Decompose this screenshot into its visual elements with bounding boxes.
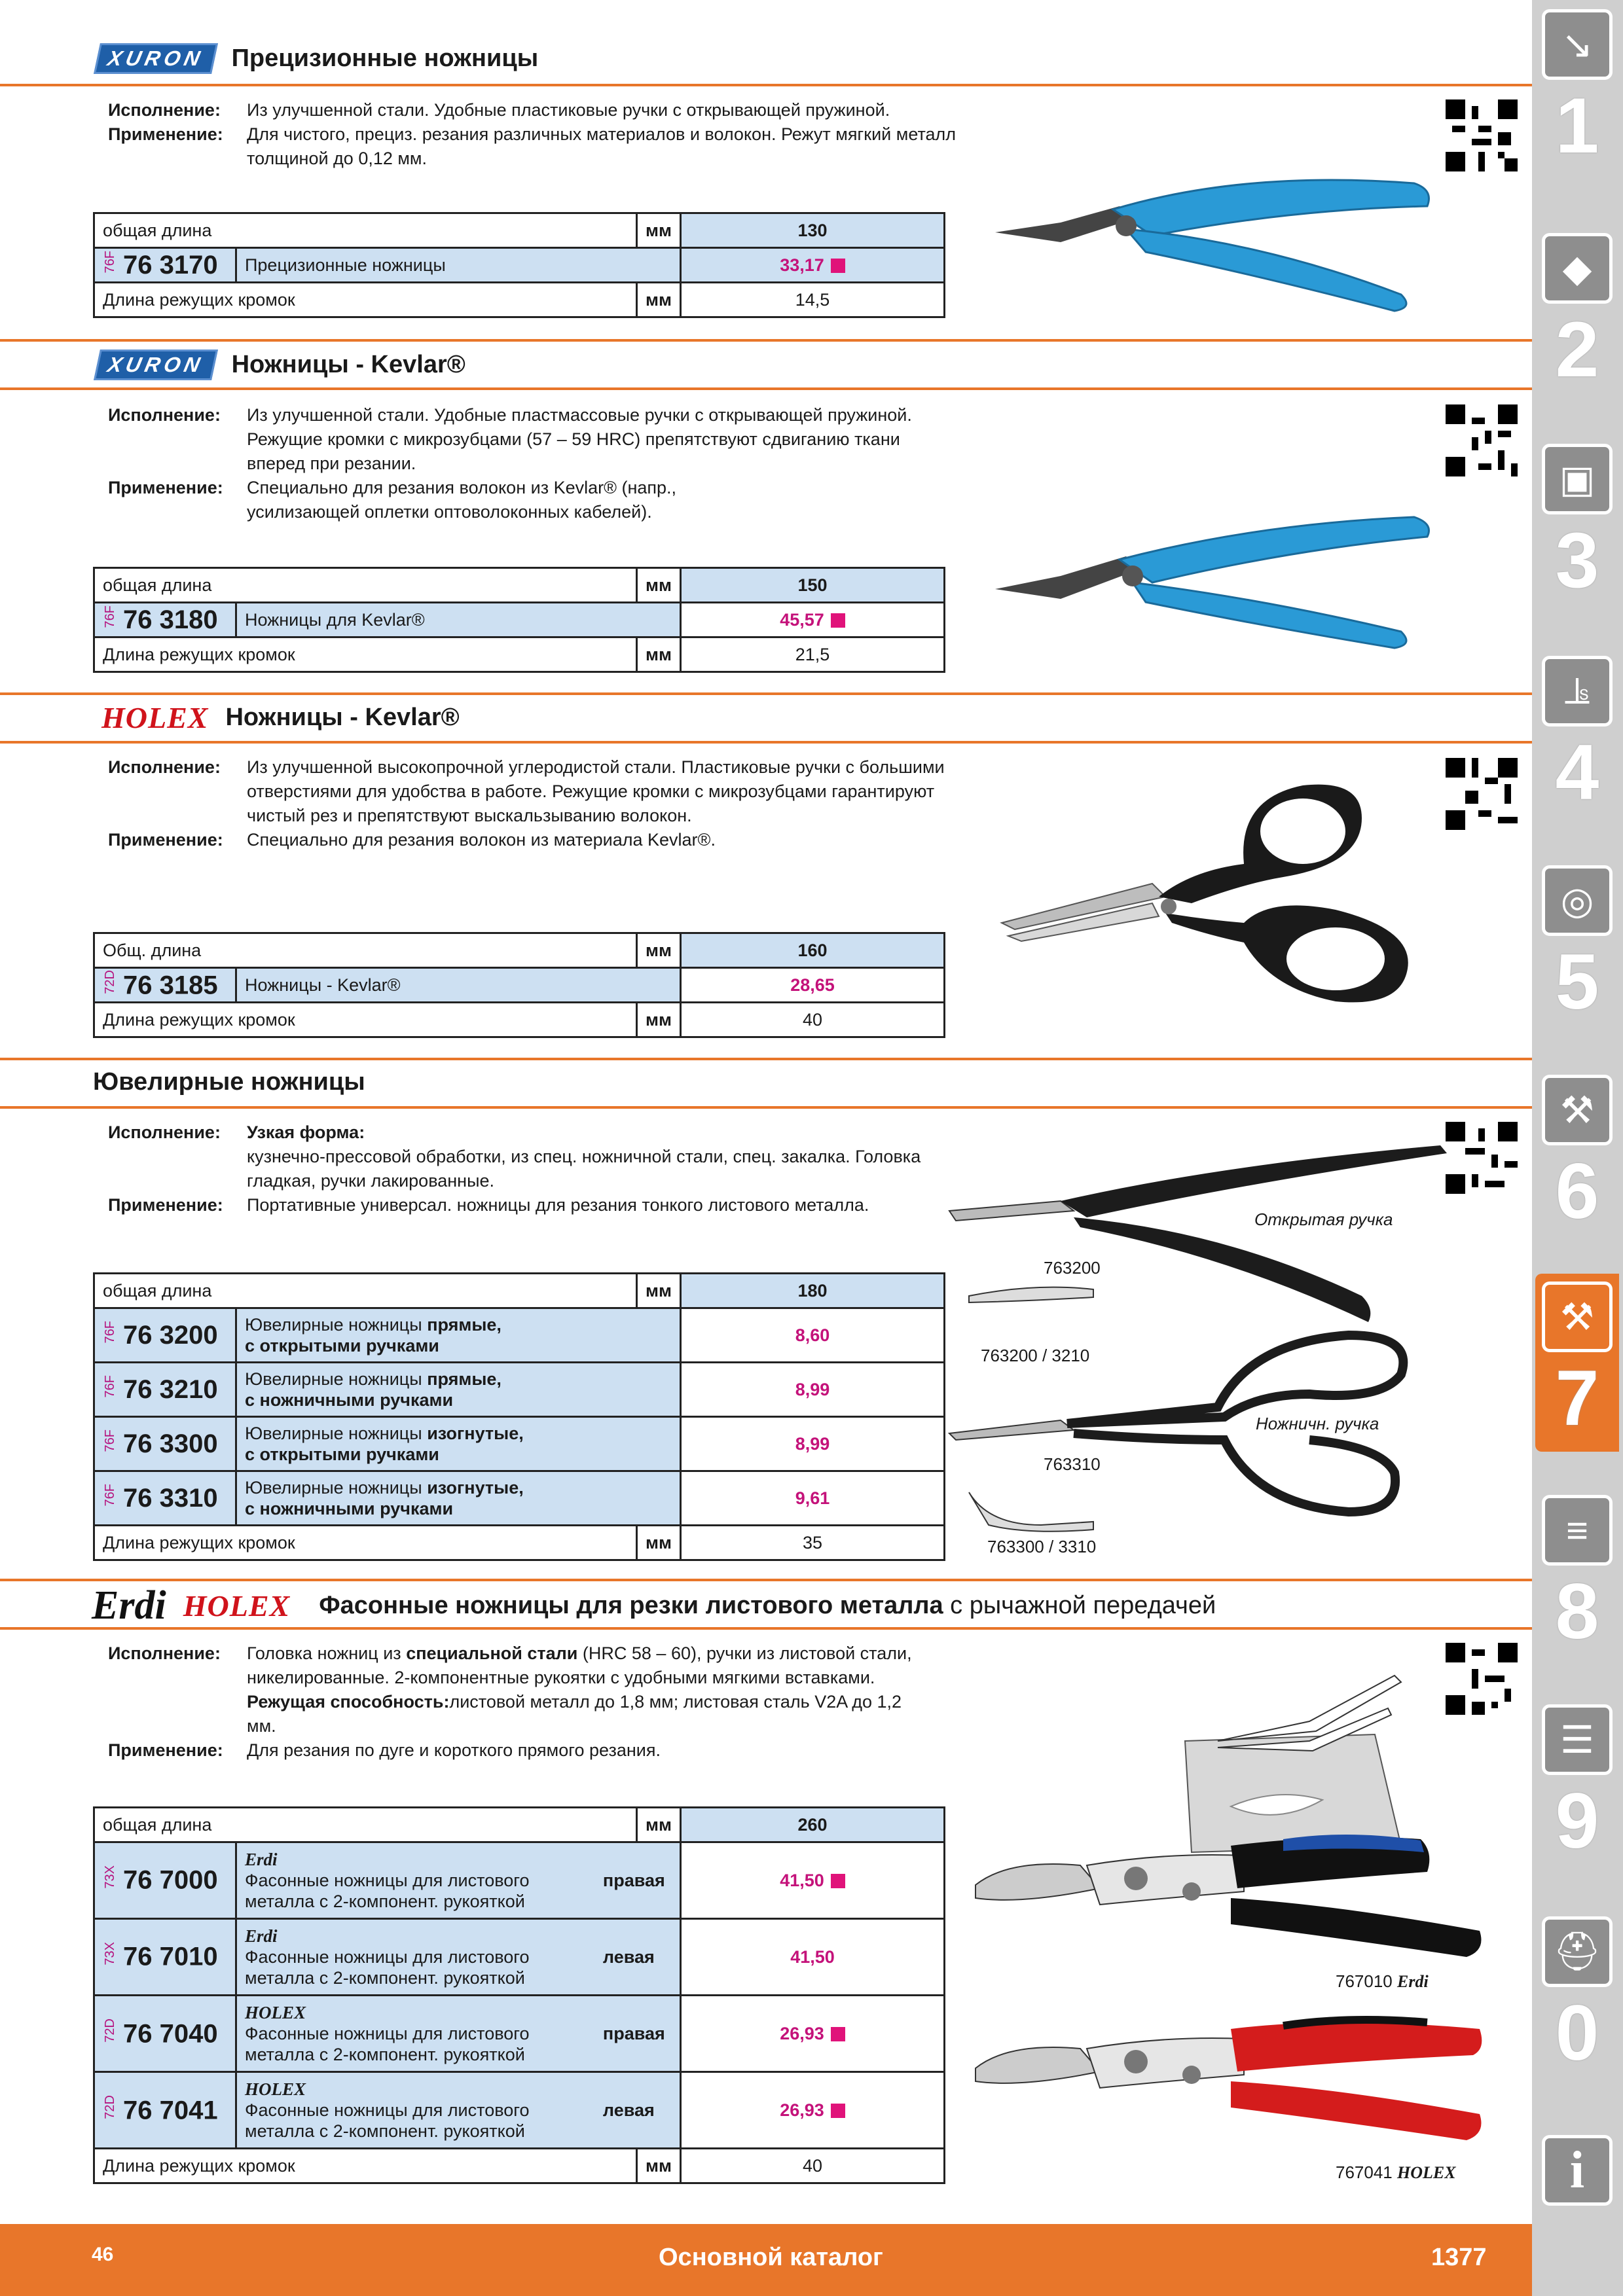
chapter-tab-5[interactable]	[1535, 865, 1619, 1028]
product-name	[236, 1471, 681, 1526]
application-text: Для резания по дуге и короткого прямого резания.	[247, 1740, 661, 1760]
application-text: Для чистого, прециз. резания различных материалов и волокон. Режут мягкий металл толщиной до 0,12 мм.	[247, 124, 957, 168]
side: правая	[595, 1842, 681, 1919]
section-title: Ножницы - Kevlar®	[231, 351, 465, 378]
xuron-logo: XURON	[94, 43, 218, 74]
caption-article-number: 767041	[1336, 2162, 1393, 2182]
price: 9,61	[795, 1488, 830, 1508]
group-code: 76F	[103, 1484, 117, 1507]
brand-mark: HOLEX	[245, 2003, 306, 2022]
section-divider	[0, 84, 1532, 86]
name-bold: изогнутые,	[427, 1424, 524, 1443]
chapter-number: 0	[1555, 1989, 1599, 2077]
product-name: Ножницы для Kevlar®	[236, 603, 681, 637]
edge-length-value: 40	[681, 1003, 945, 1037]
application-label: Применение:	[108, 478, 223, 497]
price: 41,50	[780, 1870, 824, 1890]
chapter-tab-7[interactable]	[1535, 1274, 1619, 1452]
table-row	[94, 603, 945, 637]
name-bold: с открытыми ручками	[245, 1336, 439, 1355]
edge-length-unit: мм	[637, 1526, 681, 1560]
execution-label: Исполнение:	[108, 757, 221, 777]
table-row	[94, 1308, 945, 1363]
name-line: металла с 2-компонент. рукояткой	[245, 2121, 525, 2141]
spec-table	[93, 212, 945, 318]
group-code: 72D	[103, 2094, 117, 2119]
caption-article	[1336, 1971, 1429, 1992]
length-unit: мм	[637, 1808, 681, 1842]
footer-title: Основной каталог	[659, 2244, 883, 2271]
price: 26,93	[780, 2023, 824, 2043]
product-description	[108, 755, 1046, 852]
caption-open-handle: Открытая ручка	[1254, 1210, 1393, 1229]
holex-logo: HOLEX	[101, 701, 209, 734]
footer-right-page: 1377	[1431, 2244, 1487, 2271]
article-number: 76 3170	[123, 250, 218, 279]
chuck-icon: ▣	[1542, 444, 1613, 514]
length-label: Общ. длина	[94, 933, 637, 968]
side: левая	[595, 1919, 681, 1996]
price: 45,57	[780, 609, 824, 630]
length-label: общая длина	[94, 568, 637, 603]
section-divider	[0, 387, 1532, 390]
chapter-number: 9	[1555, 1777, 1599, 1865]
section-divider	[0, 692, 1532, 695]
price: 8,60	[795, 1325, 830, 1345]
section-header	[97, 43, 538, 74]
length-unit: мм	[637, 213, 681, 248]
section-title-suffix: с рычажной передачей	[943, 1592, 1216, 1619]
product-name	[236, 1996, 595, 2072]
length-value: 160	[681, 933, 945, 968]
product-name	[236, 2072, 595, 2149]
table-row	[94, 1471, 945, 1526]
price: 41,50	[790, 1946, 835, 1967]
product-description	[108, 1641, 1046, 1763]
chapter-number: 8	[1555, 1568, 1599, 1655]
length-label: общая длина	[94, 1274, 637, 1308]
price: 26,93	[780, 2100, 824, 2120]
group-code: 76F	[103, 1375, 117, 1398]
execution-text: Из улучшенной высокопрочной углеродистой стали. Пластиковые ручки с большими отверстиями для удобства в работе. Режущие кромки с микрозубцами гарантируют чистый рез и препятствуют выскальзыванию волокон.	[247, 757, 945, 825]
edge-length-value: 35	[681, 1526, 945, 1560]
kevlar-cutter-image	[982, 484, 1440, 655]
drill-icon: ↘	[1542, 9, 1613, 80]
caption-article: 763300 / 3310	[987, 1537, 1097, 1556]
price: 8,99	[795, 1433, 830, 1454]
qr-code	[1446, 758, 1518, 830]
application-text: Специально для резания волокон из Kevlar® (напр., усилизающей оплетки оптоволоконных кабелей).	[247, 478, 677, 522]
info-icon: i	[1542, 2135, 1613, 2206]
name-line: Фасонные ножницы для листового	[245, 1947, 530, 1967]
brand-mark: Erdi	[245, 1850, 278, 1869]
table-row	[94, 1996, 945, 2072]
length-unit: мм	[637, 568, 681, 603]
name-part: Ювелирные ножницы	[245, 1369, 428, 1389]
name-bold: изогнутые,	[427, 1478, 524, 1498]
length-value: 150	[681, 568, 945, 603]
erdi-logo: Erdi	[92, 1583, 166, 1628]
spec-table	[93, 1272, 945, 1561]
cutting-capacity-text: листовой металл до 1,8 мм; листовая сталь V2A до 1,2 мм.	[247, 1692, 902, 1736]
execution-text: Из улучшенной стали. Удобные пластмассовые ручки с открывающей пружиной. Режущие кромки с микрозубцами (57 – 59 HRC) препятствуют сдвиганию ткани вперед при резании.	[247, 405, 912, 473]
section-divider	[0, 1106, 1532, 1109]
application-text: Специально для резания волокон из материала Kevlar®.	[247, 830, 716, 850]
chapter-tab-9[interactable]	[1535, 1704, 1619, 1867]
length-value: 180	[681, 1274, 945, 1308]
table-row	[94, 248, 945, 283]
section-header	[92, 1583, 1216, 1629]
name-part: Ювелирные ножницы	[245, 1424, 428, 1443]
section-header	[93, 1068, 365, 1096]
name-bold: с ножничными ручками	[245, 1499, 454, 1518]
length-unit: мм	[637, 933, 681, 968]
safety-icon: ⛑	[1542, 1916, 1613, 1987]
chapter-tab-4[interactable]	[1535, 656, 1619, 818]
chapter-number: 2	[1555, 306, 1599, 393]
section-title: Фасонные ножницы для резки листового металла	[319, 1592, 943, 1619]
stock-marker-icon	[831, 613, 845, 628]
article-number: 76 3300	[123, 1429, 218, 1458]
chapter-number: 5	[1555, 938, 1599, 1026]
article-number: 76 3185	[123, 971, 218, 1000]
product-name: Прецизионные ножницы	[236, 248, 681, 283]
product-name	[236, 1842, 595, 1919]
article-number: 76 3310	[123, 1483, 218, 1513]
insert-icon: ◆	[1542, 233, 1613, 304]
cutting-capacity-label: Режущая способность:	[247, 1692, 450, 1712]
execution-label: Исполнение:	[108, 1643, 221, 1663]
compound-snips-image	[969, 1826, 1493, 2193]
name-line: металла с 2-компонент. рукояткой	[245, 1968, 525, 1988]
section-title: Ювелирные ножницы	[93, 1068, 365, 1096]
caption-article: 763310	[1044, 1454, 1101, 1474]
length-unit: мм	[637, 1274, 681, 1308]
section-title: Прецизионные ножницы	[231, 45, 539, 72]
edge-length-unit: мм	[637, 283, 681, 317]
chapter-tab-8[interactable]	[1535, 1495, 1619, 1657]
article-number: 76 7010	[123, 1942, 218, 1971]
table-row	[94, 968, 945, 1003]
edge-length-value: 21,5	[681, 637, 945, 672]
side: правая	[595, 1996, 681, 2072]
chapter-number: 1	[1555, 82, 1599, 170]
product-name: Ножницы - Kevlar®	[236, 968, 681, 1003]
stock-marker-icon	[831, 1874, 845, 1888]
group-code: 76F	[103, 1429, 117, 1452]
chapter-number: 6	[1555, 1147, 1599, 1235]
length-label: общая длина	[94, 1808, 637, 1842]
application-label: Применение:	[108, 124, 223, 144]
side: левая	[595, 2072, 681, 2149]
name-part: Ювелирные ножницы	[245, 1315, 428, 1335]
section-divider	[0, 339, 1532, 342]
stock-marker-icon	[831, 2104, 845, 2118]
cabinet-icon: ☰	[1542, 1704, 1613, 1775]
chapter-tab-6[interactable]	[1535, 1075, 1619, 1237]
name-line: Фасонные ножницы для листового	[245, 2100, 530, 2120]
footer-left-page: 46	[92, 2244, 114, 2265]
section-divider	[0, 1058, 1532, 1060]
table-row	[94, 1842, 945, 1919]
chapter-tab-1[interactable]	[1535, 9, 1619, 171]
execution-bold: Узкая форма:	[247, 1122, 365, 1142]
erdi-logo: Erdi	[1397, 1972, 1429, 1991]
group-code: 72D	[103, 969, 117, 994]
grinding-disc-icon: ◎	[1542, 865, 1613, 936]
stock-marker-icon	[831, 259, 845, 273]
length-label: общая длина	[94, 213, 637, 248]
name-bold: прямые,	[427, 1369, 501, 1389]
chapter-number: 4	[1555, 728, 1599, 816]
caption-article	[1336, 2162, 1456, 2183]
price: 33,17	[780, 255, 824, 275]
holex-logo: HOLEX	[1397, 2163, 1456, 2182]
name-line: Фасонные ножницы для листового	[245, 2024, 530, 2043]
hand-tools-icon: ⚒	[1542, 1282, 1613, 1352]
edge-length-label: Длина режущих кромок	[94, 1003, 637, 1037]
article-number: 76 3200	[123, 1320, 218, 1350]
edge-length-label: Длина режущих кромок	[94, 2149, 637, 2183]
article-number: 76 3180	[123, 605, 218, 634]
qr-code	[1446, 1643, 1518, 1715]
product-description	[108, 1121, 1046, 1217]
application-text: Портативные универсал. ножницы для резания тонкого листового металла.	[247, 1195, 869, 1215]
table-row	[94, 1919, 945, 1996]
length-value: 130	[681, 213, 945, 248]
edge-length-label: Длина режущих кромок	[94, 1526, 637, 1560]
edge-length-unit: мм	[637, 637, 681, 672]
spec-table	[93, 567, 945, 673]
execution-label: Исполнение:	[108, 100, 221, 120]
footer-bar	[0, 2224, 1532, 2296]
group-code: 73X	[103, 1865, 117, 1889]
group-code: 73X	[103, 1942, 117, 1965]
brand-mark: Erdi	[245, 1926, 278, 1946]
edge-length-label: Длина режущих кромок	[94, 637, 637, 672]
edge-length-value: 40	[681, 2149, 945, 2183]
group-code: 72D	[103, 2018, 117, 2043]
kevlar-scissors-image	[995, 772, 1453, 1014]
edge-length-value: 14,5	[681, 283, 945, 317]
caption-article: 763200 / 3210	[981, 1346, 1090, 1365]
name-line: металла с 2-компонент. рукояткой	[245, 2045, 525, 2064]
section-divider	[0, 741, 1532, 744]
caption-article: 763200	[1044, 1258, 1101, 1278]
section-header	[101, 700, 460, 735]
name-bold: с открытыми ручками	[245, 1444, 439, 1464]
section-header	[97, 350, 465, 380]
article-number: 76 3210	[123, 1374, 218, 1404]
chapter-number: 7	[1555, 1354, 1599, 1442]
name-part: Ювелирные ножницы	[245, 1478, 428, 1498]
group-code: 76F	[103, 1321, 117, 1344]
chapter-tab-3[interactable]	[1535, 444, 1619, 606]
edge-length-unit: мм	[637, 2149, 681, 2183]
length-value: 260	[681, 1808, 945, 1842]
section-title: Ножницы - Kevlar®	[225, 704, 460, 731]
edge-length-unit: мм	[637, 1003, 681, 1037]
name-bold: прямые,	[427, 1315, 501, 1335]
brand-mark: HOLEX	[245, 2079, 306, 2099]
group-code: 76F	[103, 605, 117, 628]
spec-table	[93, 932, 945, 1038]
product-name	[236, 1919, 595, 1996]
chapter-tab-2[interactable]	[1535, 233, 1619, 395]
product-description	[108, 403, 954, 524]
holex-logo: HOLEX	[183, 1589, 291, 1623]
article-number: 76 7000	[123, 1865, 218, 1895]
qr-code	[1446, 404, 1518, 476]
product-description	[108, 98, 1046, 171]
caption-scissor-handle: Ножничн. ручка	[1256, 1414, 1379, 1433]
chapter-number: 3	[1555, 516, 1599, 604]
caliper-icon: ⫡	[1542, 656, 1613, 726]
execution-text: (HRC 58 – 60), ручки из листовой стали, никелированные. 2-компонентные рукоятки с удобными мягкими вставками.	[247, 1643, 912, 1687]
name-bold: с ножничными ручками	[245, 1390, 454, 1410]
jewelers-shears-image	[943, 1126, 1480, 1551]
application-label: Применение:	[108, 1740, 223, 1760]
xuron-logo: XURON	[94, 350, 218, 380]
precision-cutter-image	[982, 144, 1440, 327]
chapter-tab-0[interactable]	[1535, 1916, 1619, 2079]
application-label: Применение:	[108, 830, 223, 850]
execution-label: Исполнение:	[108, 405, 221, 425]
execution-label: Исполнение:	[108, 1122, 221, 1142]
product-name	[236, 1308, 681, 1363]
name-line: металла с 2-компонент. рукояткой	[245, 1892, 525, 1911]
table-row	[94, 2072, 945, 2149]
group-code: 76F	[103, 251, 117, 274]
execution-text: Из улучшенной стали. Удобные пластиковые ручки с открывающей пружиной.	[247, 100, 890, 120]
execution-text: кузнечно-прессовой обработки, из спец. ножничной стали, спец. закалка. Головка гладкая, ручки лакированные.	[247, 1147, 921, 1191]
execution-text: Головка ножниц из	[247, 1643, 407, 1663]
spec-table	[93, 1806, 945, 2184]
qr-code	[1446, 99, 1518, 171]
chapter-tab-info[interactable]	[1535, 2135, 1619, 2206]
article-number: 76 7041	[123, 2096, 218, 2125]
product-name	[236, 1417, 681, 1471]
price: 28,65	[790, 975, 835, 995]
table-row	[94, 1363, 945, 1417]
stock-marker-icon	[831, 2027, 845, 2041]
name-line: Фасонные ножницы для листового	[245, 1871, 530, 1890]
product-name	[236, 1363, 681, 1417]
table-row	[94, 1417, 945, 1471]
price: 8,99	[795, 1379, 830, 1399]
execution-bold: специальной стали	[406, 1643, 578, 1663]
edge-length-label: Длина режущих кромок	[94, 283, 637, 317]
caption-article-number: 767010	[1336, 1971, 1393, 1991]
section-divider	[0, 1579, 1532, 1581]
workshop-icon: ≡	[1542, 1495, 1613, 1566]
application-label: Применение:	[108, 1195, 223, 1215]
wrench-icon: ⚒	[1542, 1075, 1613, 1145]
article-number: 76 7040	[123, 2019, 218, 2049]
